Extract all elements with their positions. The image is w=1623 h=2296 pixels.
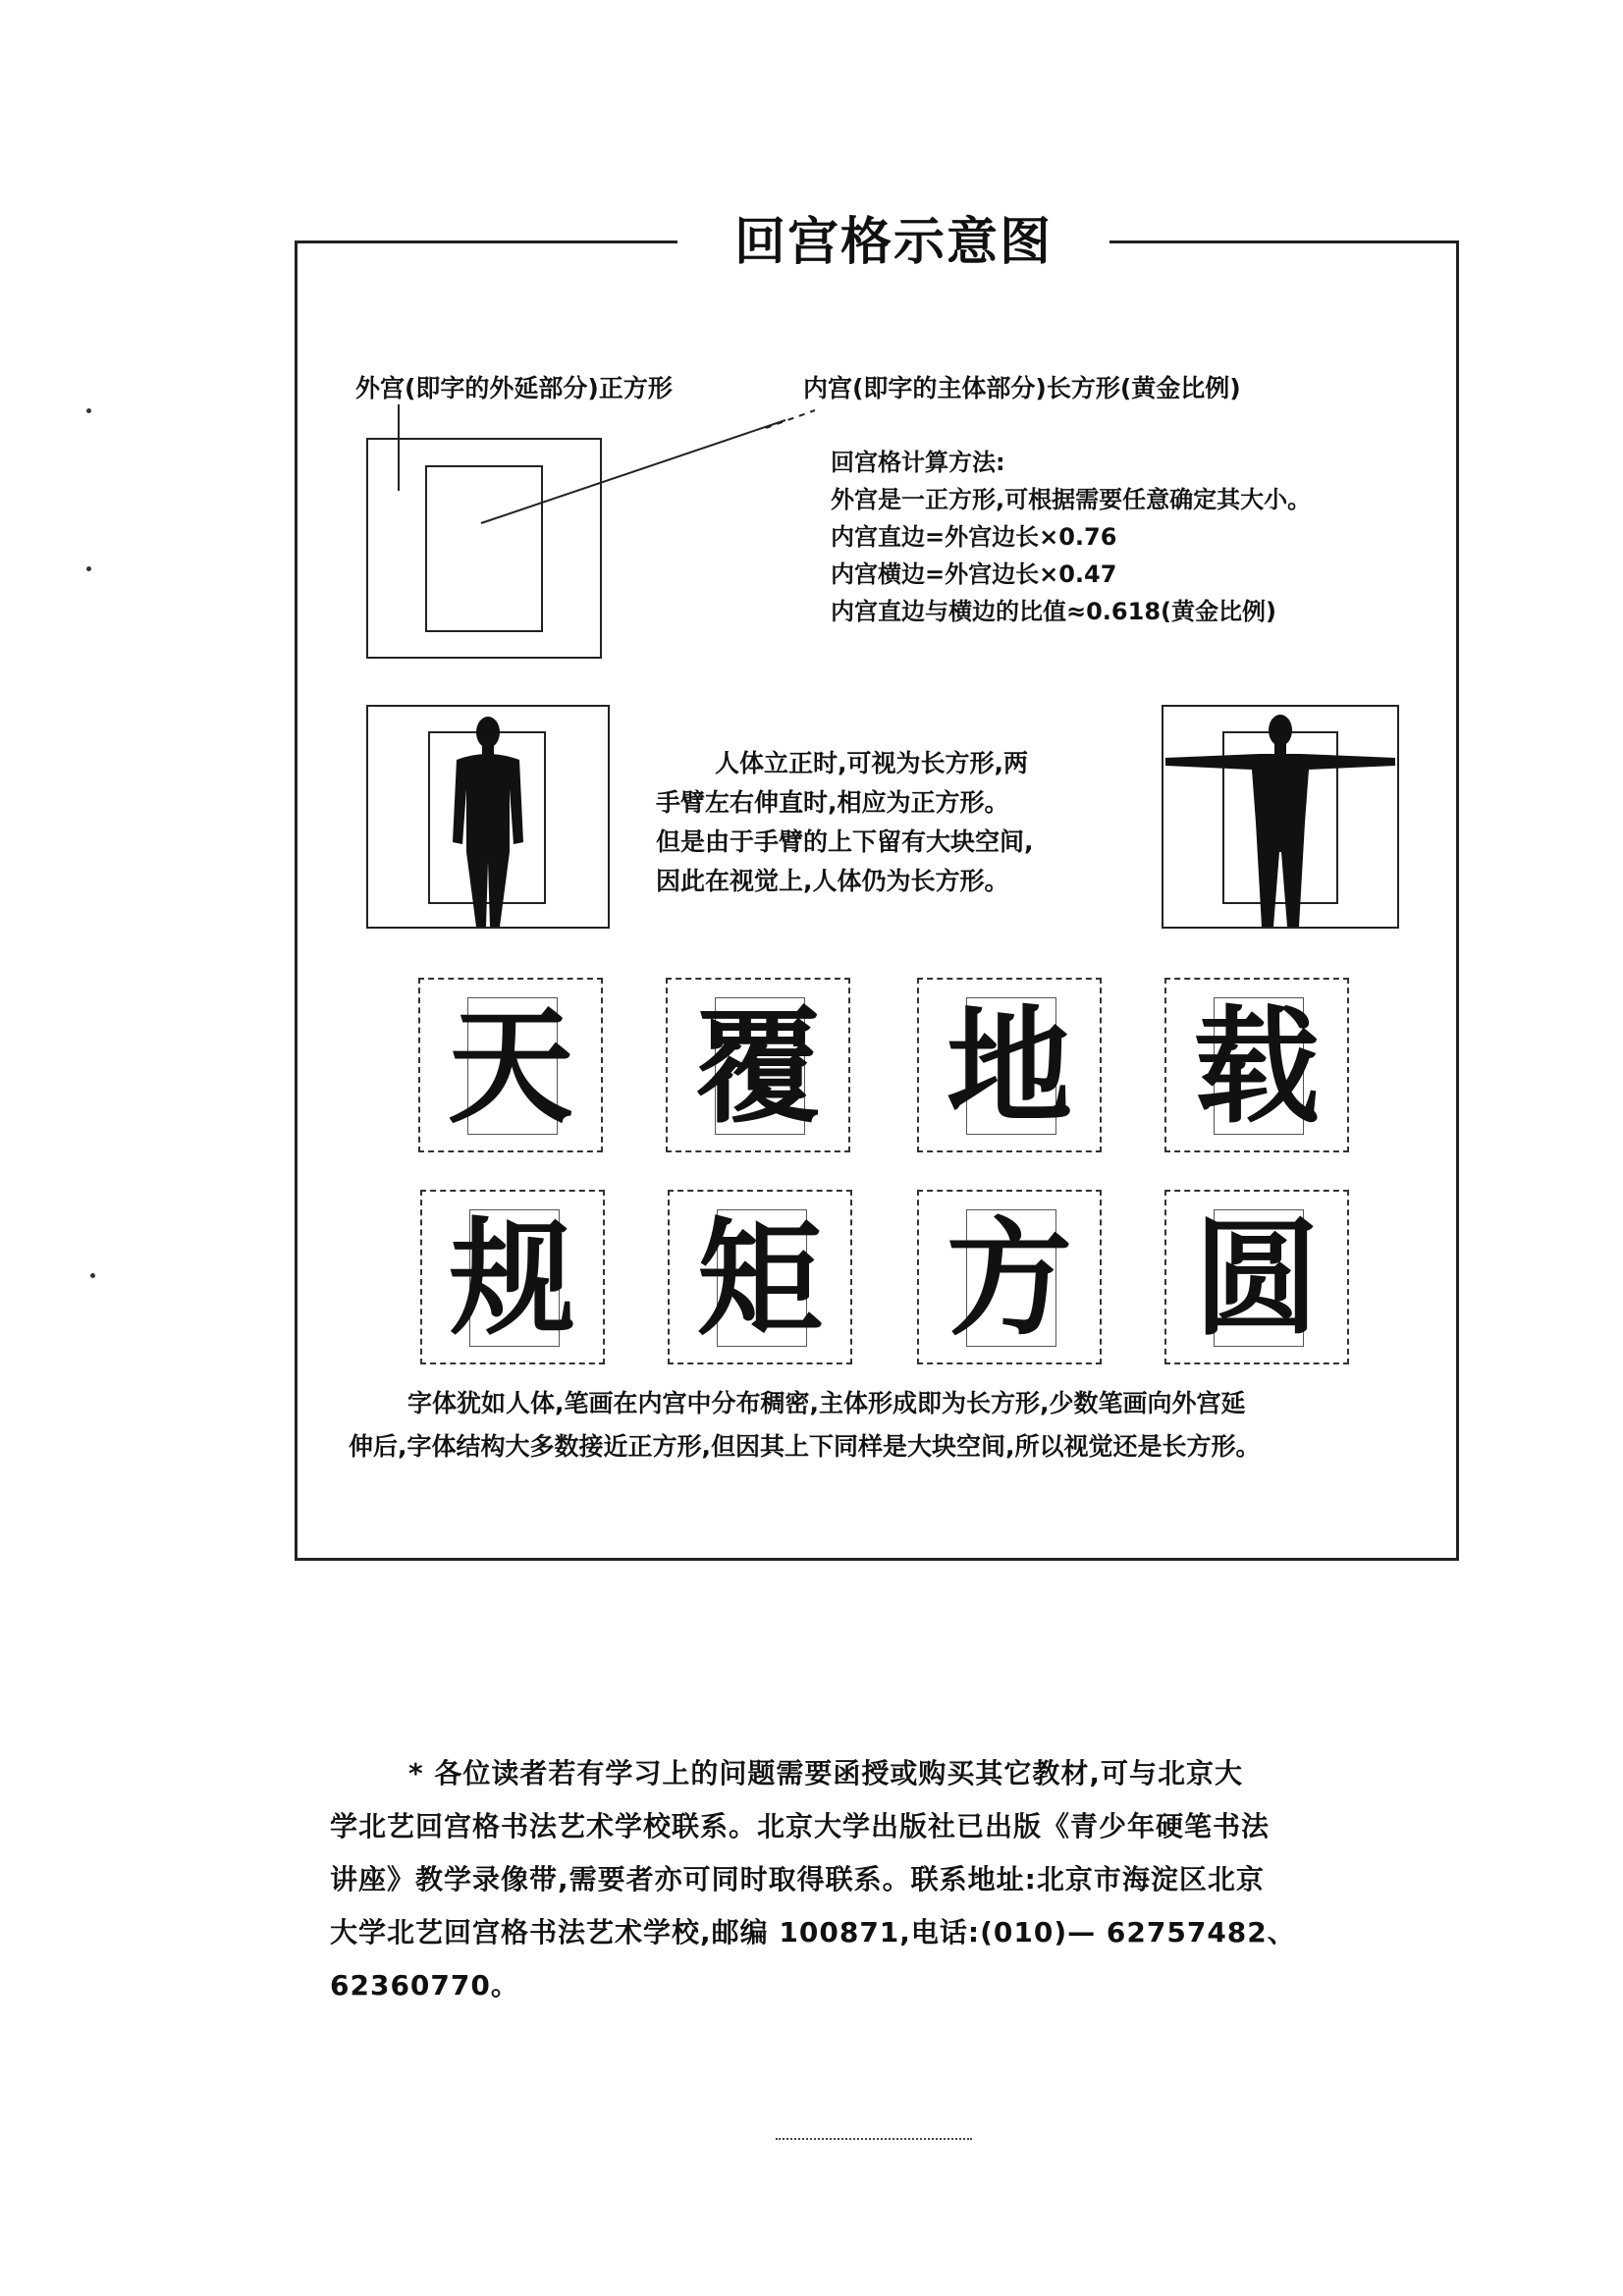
scan-speck — [86, 566, 91, 571]
char-cell — [1164, 978, 1349, 1152]
method-line: 内宫直边与横边的比值≈0.618(黄金比例) — [831, 598, 1276, 625]
summary-line: 字体犹如人体,笔画在内宫中分布稠密,主体形成即为长方形,少数笔画向外宫延 — [407, 1389, 1246, 1417]
human-line: 手臂左右伸直时,相应为正方形。 — [656, 788, 1009, 817]
char-glyph: 矩 — [696, 1205, 823, 1353]
method-heading: 回宫格计算方法: — [831, 449, 1005, 476]
page-title: 回宫格示意图 — [733, 213, 1053, 272]
char-cell — [917, 1190, 1102, 1364]
char-cell — [668, 1190, 852, 1364]
char-glyph: 方 — [946, 1205, 1072, 1353]
human-line: 人体立正时,可视为长方形,两 — [715, 749, 1028, 777]
method-line: 外宫是一正方形,可根据需要任意确定其大小。 — [831, 486, 1312, 513]
char-cell — [666, 978, 850, 1152]
char-glyph: 地 — [946, 993, 1072, 1141]
inner-pointer-dash — [766, 410, 815, 428]
human-line: 但是由于手臂的上下留有大块空间, — [656, 828, 1034, 856]
summary-line: 伸后,字体结构大多数接近正方形,但因其上下同样是大块空间,所以视觉还是长方形。 — [349, 1432, 1261, 1461]
scan-speck — [86, 408, 91, 413]
standing-human-icon — [366, 705, 610, 929]
arms-outstretched-human-icon — [1162, 705, 1399, 929]
method-line: 内宫横边=外宫边长×0.47 — [831, 561, 1117, 588]
note-line: * 各位读者若有学习上的问题需要函授或购买其它教材,可与北京大 — [408, 1757, 1244, 1789]
human-description — [656, 744, 1034, 901]
note-line: 大学北艺回宫格书法艺术学校,邮编 100871,电话:(010)— 62757482、 — [330, 1916, 1296, 1949]
char-glyph: 载 — [1193, 993, 1320, 1141]
char-cell — [917, 978, 1102, 1152]
char-glyph: 覆 — [694, 993, 821, 1141]
outer-palace-label: 外宫(即字的外延部分)正方形 — [355, 374, 673, 402]
char-glyph: 圆 — [1193, 1205, 1320, 1353]
inner-palace-label: 内宫(即字的主体部分)长方形(黄金比例) — [803, 374, 1241, 402]
char-glyph: 规 — [449, 1205, 575, 1353]
char-cell — [418, 978, 603, 1152]
char-cell — [420, 1190, 605, 1364]
inner-pointer-line — [481, 420, 785, 523]
char-glyph: 天 — [447, 993, 573, 1141]
summary-text — [349, 1382, 1438, 1468]
note-line: 62360770。 — [330, 1969, 519, 2002]
note-line: 讲座》教学录像带,需要者亦可同时取得联系。联系地址:北京市海淀区北京 — [330, 1863, 1265, 1896]
method-line: 内宫直边=外宫边长×0.76 — [831, 523, 1117, 551]
contact-note — [330, 1747, 1469, 2012]
char-cell — [1164, 1190, 1349, 1364]
method-text — [831, 444, 1311, 630]
scan-speck — [90, 1273, 95, 1278]
scan-marks — [776, 2138, 972, 2143]
note-line: 学北艺回宫格书法艺术学校联系。北京大学出版社已出版《青少年硬笔书法 — [330, 1810, 1271, 1842]
human-line: 因此在视觉上,人体仍为长方形。 — [656, 867, 1009, 895]
